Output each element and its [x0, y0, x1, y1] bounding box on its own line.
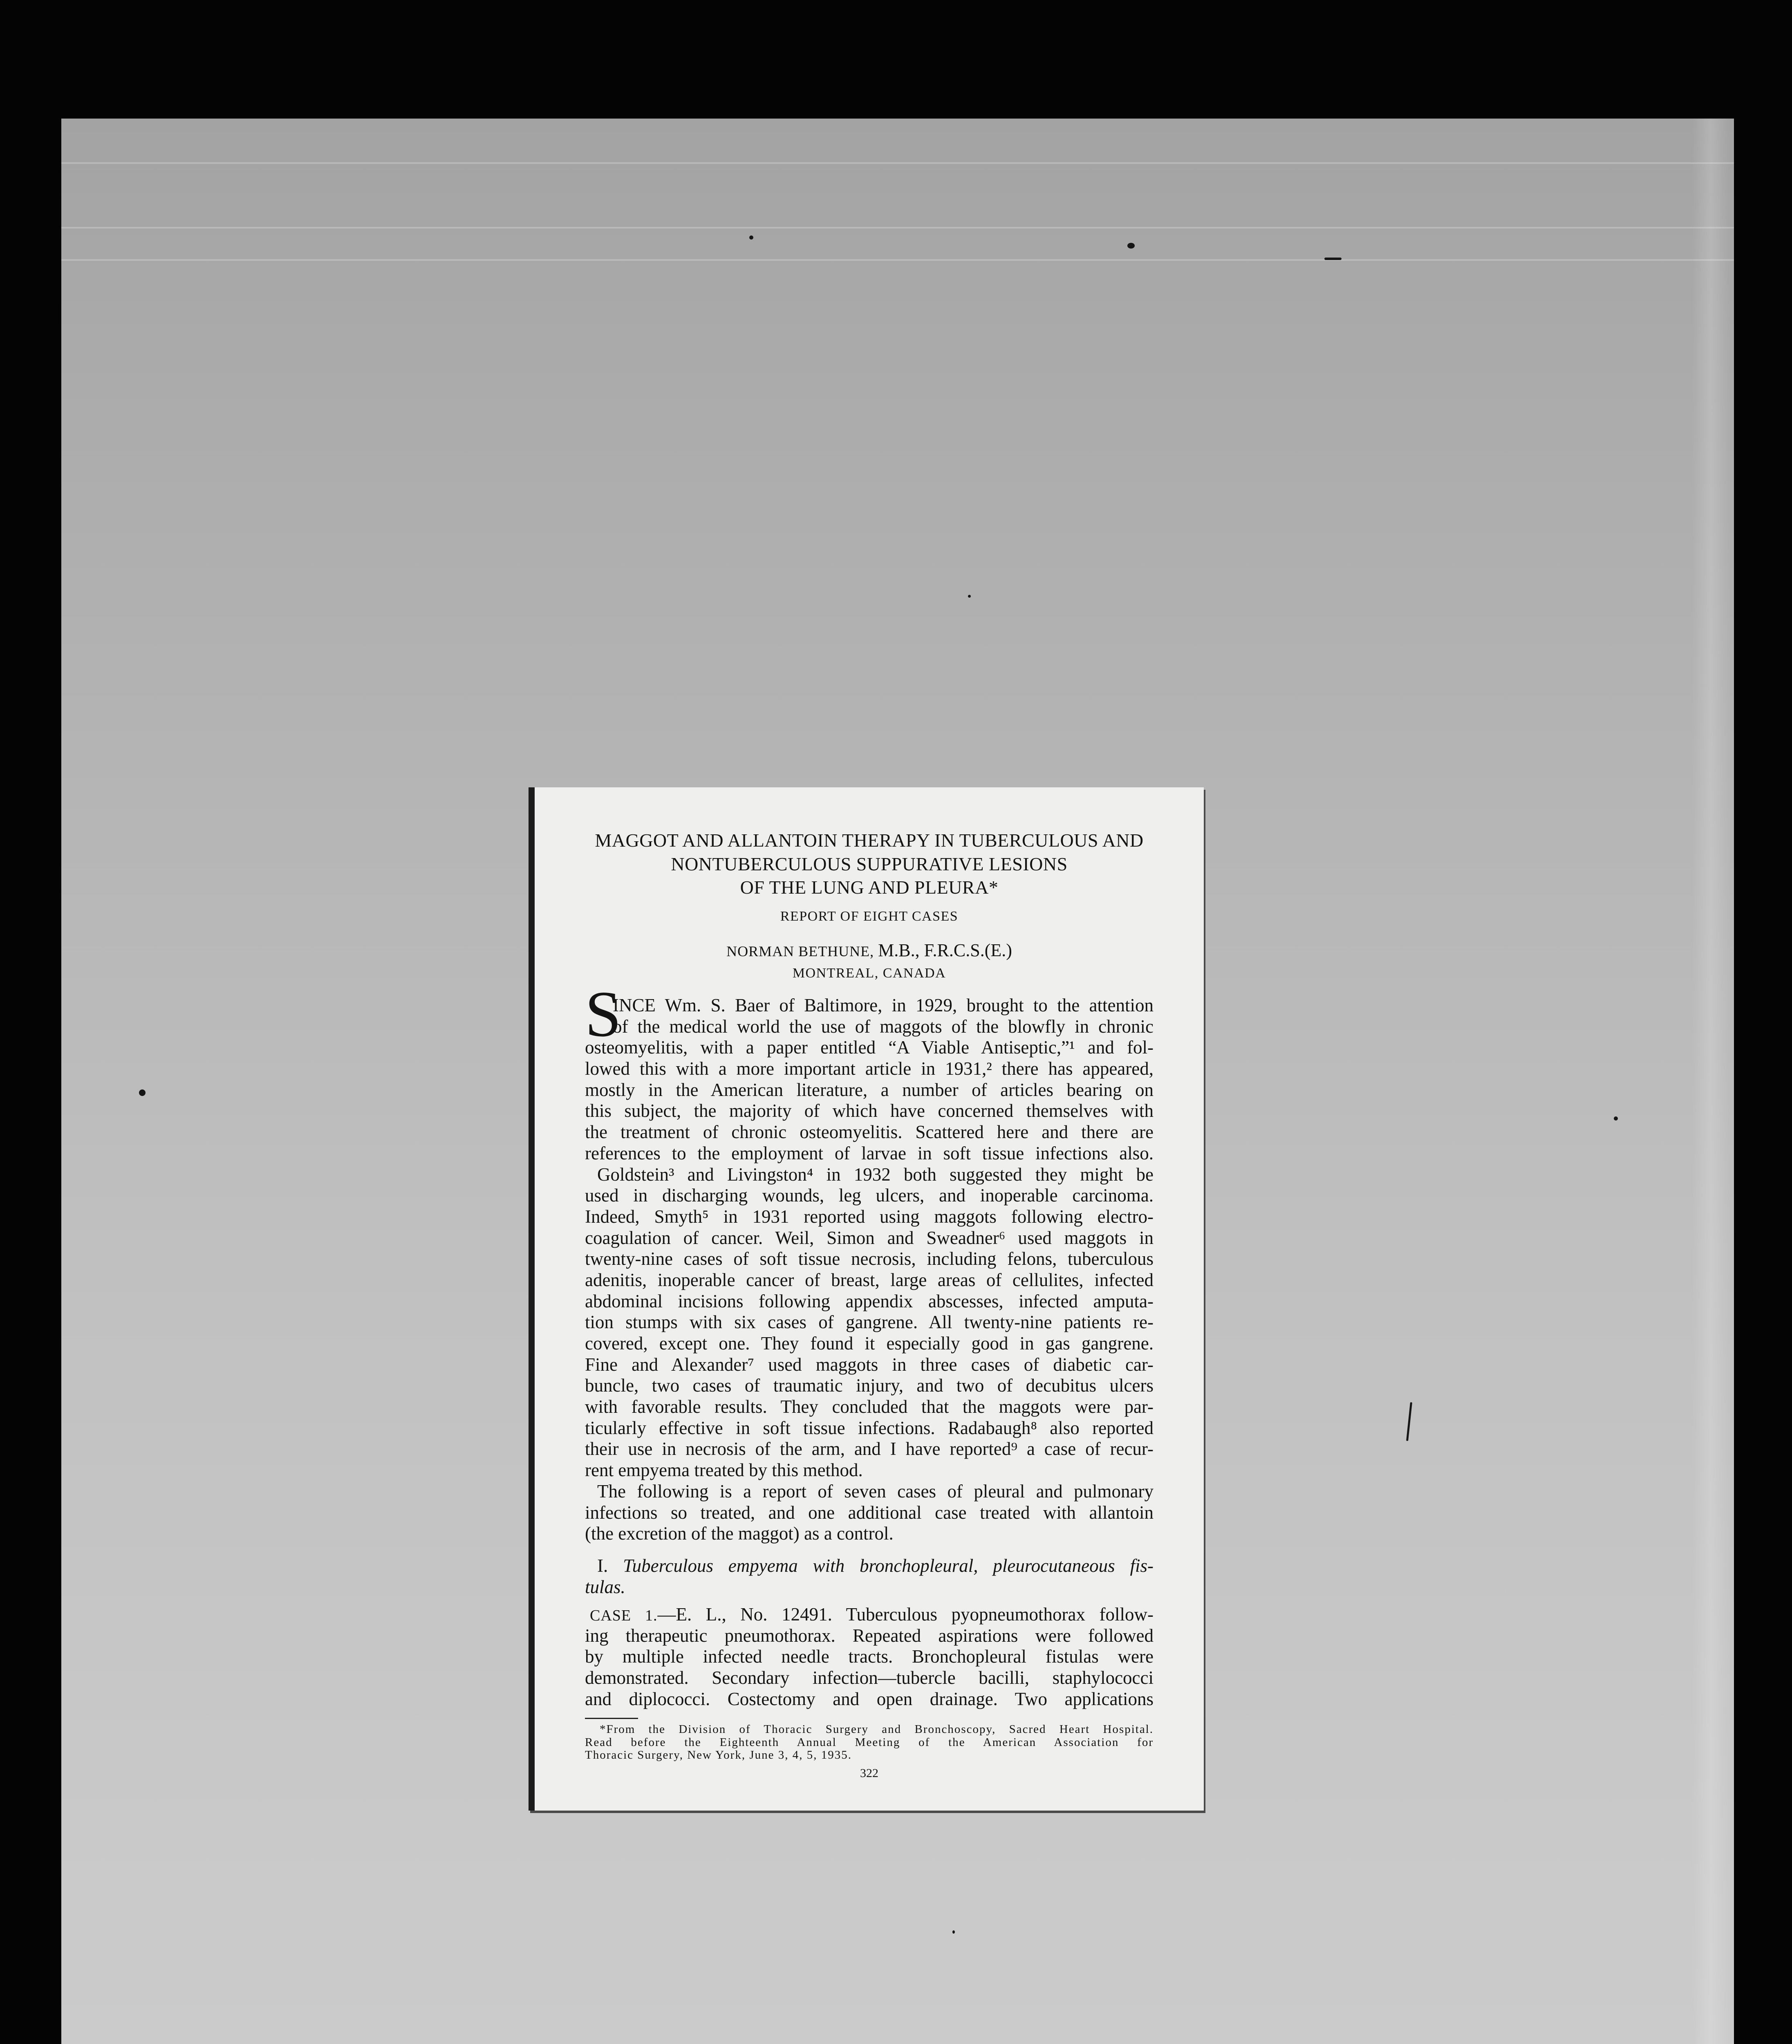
author-credentials: M.B., F.R.C.S.(E.) [878, 940, 1012, 960]
body-line: their use in necrosis of the arm, and I have reported⁹ a case of recur- [585, 1439, 1154, 1459]
body-line: buncle, two cases of traumatic injury, and two of decubitus ulcers [585, 1375, 1154, 1396]
case-label: CASE 1. [590, 1607, 658, 1624]
body-line: Indeed, Smyth⁵ in 1931 reported using maggots following electro- [585, 1206, 1154, 1227]
dust-speck [1614, 1116, 1618, 1121]
footnote-line: Thoracic Surgery, New York, June 3, 4, 5, 1935. [585, 1748, 852, 1762]
body-line: coagulation of cancer. Weil, Simon and Sweadner⁶ used maggots in [585, 1227, 1154, 1248]
case-line-text: —E. L., No. 12491. Tuberculous pyopneumothorax follow- [657, 1604, 1154, 1625]
body-line: ticularly effective in soft tissue infections. Radabaugh⁸ also reported [585, 1417, 1154, 1438]
title-line: MAGGOT AND ALLANTOIN THERAPY IN TUBERCULOUS AND [595, 830, 1144, 851]
body-line: of the medical world the use of maggots of the blowfly in chronic [613, 1016, 1154, 1037]
dust-speck [749, 235, 753, 240]
film-edge-highlight [1692, 119, 1729, 2044]
drop-cap: S [585, 977, 621, 1050]
section-heading [585, 1555, 1154, 1598]
scan-streak [61, 227, 1734, 229]
article-subtitle: REPORT OF EIGHT CASES [780, 909, 959, 924]
dust-speck [952, 1930, 955, 1934]
section-numeral: I. [597, 1555, 608, 1576]
case-line: and diplococci. Costectomy and open drainage. Two applications [585, 1688, 1154, 1709]
body-line: rent empyema treated by this method. [585, 1460, 863, 1481]
author-name: NORMAN BETHUNE, [726, 943, 874, 959]
document-page [529, 787, 1204, 1811]
page-edge-shadow [529, 787, 535, 1811]
footnote-line: Read before the Eighteenth Annual Meeting of the American Association for [585, 1735, 1154, 1749]
body-line: used in discharging wounds, leg ulcers, and inoperable carcinoma. [585, 1185, 1154, 1206]
body-line: with favorable results. They concluded that the maggots were par- [585, 1396, 1154, 1417]
body-line: (the excretion of the maggot) as a control. [585, 1523, 894, 1544]
body-line: Fine and Alexander⁷ used maggots in three cases of diabetic car- [585, 1354, 1154, 1375]
footnote-line: *From the Division of Thoracic Surgery and Bronchoscopy, Sacred Heart Hospital. [600, 1723, 1154, 1736]
introduction-text [585, 977, 1154, 1544]
text-column [585, 787, 1154, 1811]
title-line: OF THE LUNG AND PLEURA* [740, 877, 999, 898]
body-line: infections so treated, and one additional case treated with allantoin [585, 1502, 1154, 1523]
case-line: demonstrated. Secondary infection—tubercle bacilli, staphylococci [585, 1667, 1154, 1688]
body-line: tion stumps with six cases of gangrene. All twenty-nine patients re- [585, 1312, 1154, 1333]
body-line: osteomyelitis, with a paper entitled “A Viable Antiseptic,”¹ and fol- [585, 1037, 1154, 1058]
body-line: lowed this with a more important article in 1931,² there has appeared, [585, 1058, 1154, 1079]
case-line: ing therapeutic pneumothorax. Repeated aspirations were followed [585, 1625, 1154, 1646]
case-line [585, 1604, 1154, 1625]
body-line: abdominal incisions following appendix abscesses, infected amputa- [585, 1291, 1154, 1311]
article-title [585, 829, 1154, 899]
footnote-rule [585, 1718, 638, 1719]
case-report [585, 1604, 1154, 1710]
section-heading-line [585, 1555, 1154, 1577]
dust-speck [1127, 243, 1135, 249]
body-line: The following is a report of seven cases of pleural and pulmonary [597, 1481, 1154, 1502]
case-line: by multiple infected needle tracts. Bronchopleural fistulas were [585, 1646, 1154, 1667]
body-line: Goldstein³ and Livingston⁴ in 1932 both suggested they might be [597, 1164, 1154, 1185]
body-line: mostly in the American literature, a number of articles bearing on [585, 1079, 1154, 1100]
body-line: the treatment of chronic osteomyelitis. Scattered here and there are [585, 1122, 1154, 1143]
section-heading-line: tulas. [585, 1576, 625, 1597]
author-byline [585, 941, 1154, 960]
body-line: references to the employment of larvae in soft tissue infections also. [585, 1143, 1154, 1163]
body-line: adenitis, inoperable cancer of breast, large areas of cellulites, infected [585, 1269, 1154, 1290]
page-number: 322 [860, 1766, 878, 1780]
scan-streak [61, 162, 1734, 164]
section-title: Tuberculous empyema with bronchopleural, pleurocutaneous fis- [623, 1555, 1154, 1576]
author-location: MONTREAL, CANADA [792, 966, 946, 981]
scan-streak [61, 259, 1734, 261]
dust-speck [968, 595, 971, 598]
body-line: covered, except one. They found it especially good in gas gangrene. [585, 1333, 1154, 1354]
body-line: INCE Wm. S. Baer of Baltimore, in 1929, brought to the attention [613, 995, 1154, 1015]
dust-speck [139, 1089, 146, 1096]
footnote [585, 1723, 1154, 1762]
body-line: this subject, the majority of which have concerned themselves with [585, 1100, 1154, 1121]
body-line: twenty-nine cases of soft tissue necrosis, including felons, tuberculous [585, 1248, 1154, 1269]
title-line: NONTUBERCULOUS SUPPURATIVE LESIONS [671, 853, 1068, 874]
dust-speck [1324, 258, 1342, 260]
